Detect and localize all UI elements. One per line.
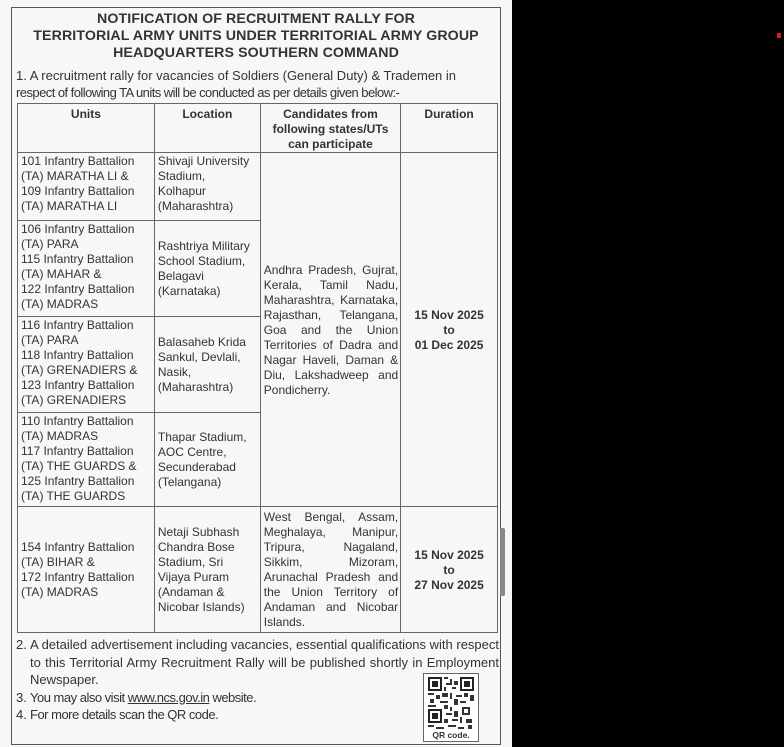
units-cell: 154 Infantry Battalion (TA) BIHAR & 172 Infantry Battalion (TA) MADRAS (18, 507, 155, 633)
units-cell: 106 Infantry Battalion (TA) PARA 115 Infantry Battalion (TA) MAHAR & 122 Infantry Battalion (TA) MADRAS (18, 221, 155, 317)
qr-code (423, 673, 479, 742)
intro-line: respect of following TA units will be conducted as per details given below:- (16, 85, 400, 100)
location-cell: Netaji Subhash Chandra Bose Stadium, Sri Vijaya Puram (Andaman & Nicobar Islands) (154, 507, 260, 633)
header-candidates: Candidates from following states/UTs can participate (260, 104, 400, 153)
units-cell: 101 Infantry Battalion (TA) MARATHA LI & 109 Infantry Battalion (TA) MARATHA LI (18, 153, 155, 221)
units-cell: 110 Infantry Battalion (TA) MADRAS 117 Infantry Battalion (TA) THE GUARDS & 125 Infantry Battalion (TA) THE GUARDS (18, 413, 155, 507)
duration-cell: 15 Nov 2025 to 01 Dec 2025 (401, 153, 498, 507)
states-cell: Andhra Pradesh, Gujrat, Kerala, Tamil Nadu, Maharashtra, Karnataka, Rajasthan, Telangana, Goa and the Union Territories of Dadra and Nagar Haveli, Daman & Diu, Lakshadweep and Pondicherry. (260, 153, 400, 507)
location-cell: Rashtriya Military School Stadium, Belagavi (Karnataka) (154, 221, 260, 317)
header-duration: Duration (401, 104, 498, 153)
title-line: TERRITORIAL ARMY UNITS UNDER TERRITORIAL ARMY GROUP (33, 28, 479, 44)
qr-code-icon (428, 677, 474, 731)
location-cell: Balasaheb Krida Sankul, Devlali, Nasik, (Maharashtra) (154, 317, 260, 413)
location-cell: Thapar Stadium, AOC Centre, Secunderabad (Telangana) (154, 413, 260, 507)
table-row (18, 507, 498, 633)
duration-cell: 15 Nov 2025 to 27 Nov 2025 (401, 507, 498, 633)
title-line: HEADQUARTERS SOUTHERN COMMAND (113, 45, 399, 61)
units-cell: 116 Infantry Battalion (TA) PARA 118 Infantry Battalion (TA) GRENADIERS & 123 Infantry Battalion (TA) GRENADIERS (18, 317, 155, 413)
note-item: 2. A detailed advertisement including vacancies, essential qualifications with respect to this Territorial Army Recruitment Rally will be published shortly in Employment Newspaper. (16, 637, 499, 687)
intro-paragraph (16, 67, 497, 101)
note-item: 4. For more details scan the QR code. (16, 707, 219, 722)
notification-title (12, 11, 500, 62)
title-line: NOTIFICATION OF RECRUITMENT RALLY FOR (97, 11, 415, 27)
intro-line: 1. A recruitment rally for vacancies of Soldiers (General Duty) & Trademen in (16, 68, 457, 83)
table-header-row (18, 104, 498, 153)
red-indicator-icon (777, 33, 781, 38)
header-units: Units (18, 104, 155, 153)
header-location: Location (154, 104, 260, 153)
scrollbar-thumb[interactable] (500, 528, 505, 596)
qr-caption: QR code. (432, 730, 470, 740)
rally-schedule-table (17, 103, 498, 633)
note-item: 3. You may also visit www.ncs.gov.in website. (16, 689, 257, 705)
ncs-website-link[interactable]: www.ncs.gov.in (127, 689, 210, 705)
states-cell: West Bengal, Assam, Meghalaya, Manipur, Tripura, Nagaland, Sikkim, Mizoram, Arunachal Pradesh and the Union Territory of Andaman and Nicobar Islands. (260, 507, 400, 633)
location-cell: Shivaji University Stadium, Kolhapur (Maharashtra) (154, 153, 260, 221)
table-row (18, 153, 498, 221)
